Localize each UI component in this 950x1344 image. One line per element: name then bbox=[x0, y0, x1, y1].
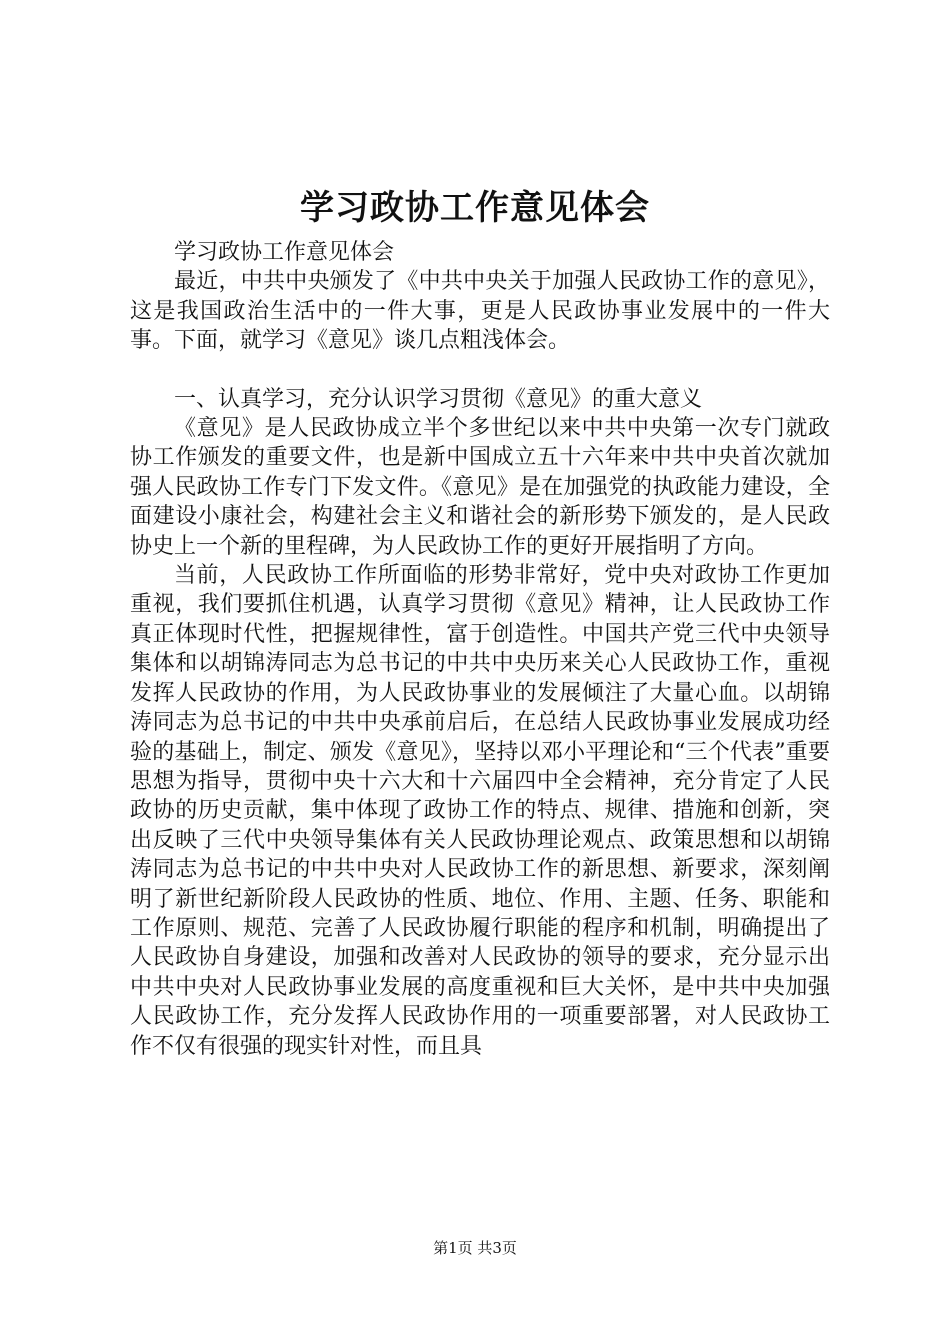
document-title: 学习政协工作意见体会 bbox=[300, 188, 650, 228]
page-number-footer: 第1页 共3页 bbox=[433, 1239, 517, 1257]
subtitle-paragraph: 学习政协工作意见体会 bbox=[174, 240, 395, 265]
body-paragraph: 《意见》是人民政协成立半个多世纪以来中共中央第一次专门就政协工作颁发的重要文件，也是新中国成立五十六年来中共中央首次就加强人民政协工作专门下发文件。《意见》是在加强党的执政能力建设，全面建设小康社会，构建社会主义和谐社会的新形势下颁发的，是人民政协史上一个新的里程碑，为人民政协工作的更好开展指明了方向。 bbox=[130, 416, 830, 559]
body-paragraph: 当前，人民政协工作所面临的形势非常好，党中央对政协工作更加重视，我们要抓住机遇，认真学习贯彻《意见》精神，让人民政协工作真正体现时代性，把握规律性，富于创造性。中国共产党三代中央领导集体和以胡锦涛同志为总书记的中共中央历来关心人民政协工作，重视发挥人民政协的作用，为人民政协事业的发展倾注了大量心血。以胡锦涛同志为总书记的中共中央承前启后，在总结人民政协事业发展成功经验的基础上，制定、颁发《意见》，坚持以邓小平理论和“三个代表”重要思想为指导，贯彻中央十六大和十六届四中全会精神，充分肯定了人民政协的历史贡献，集中体现了政协工作的特点、规律、措施和创新，突出反映了三代中央领导集体有关人民政协理论观点、政策思想和以胡锦涛同志为总书记的中共中央对人民政协工作的新思想、新要求，深刻阐明了新世纪新阶段人民政协的性质、地位、作用、主题、任务、职能和工作原则、规范、完善了人民政协履行职能的程序和机制，明确提出了人民政协自身建设，加强和改善对人民政协的领导的要求，充分显示出中共中央对人民政协事业发展的高度重视和巨大关怀，是中共中央加强人民政协工作，充分发挥人民政协作用的一项重要部署，对人民政协工作不仅有很强的现实针对性，而且具 bbox=[130, 563, 830, 1059]
section-heading: 一、认真学习，充分认识学习贯彻《意见》的重大意义 bbox=[174, 386, 703, 412]
document-body bbox=[130, 238, 830, 1061]
intro-paragraph: 最近，中共中央颁发了《中共中央关于加强人民政协工作的意见》，这是我国政治生活中的一件大事，更是人民政协事业发展中的一件大事。下面，就学习《意见》谈几点粗浅体会。 bbox=[130, 269, 830, 354]
